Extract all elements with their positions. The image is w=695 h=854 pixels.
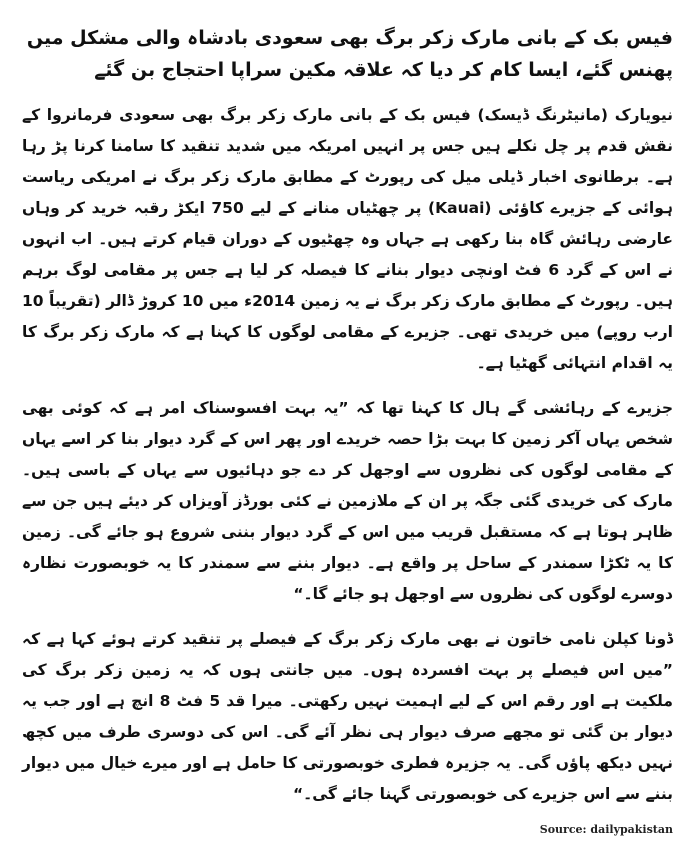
source-credit: Source: dailypakistan	[539, 823, 673, 836]
article-paragraph-1: نیویارک (مانیٹرنگ ڈیسک) فیس بک کے بانی مارک زکر برگ بھی سعودی فرمانروا کے نقش قدم پر چل نکلے ہیں جس پر انہیں امریکہ میں شدید تنقید کا سامنا کرنا پڑ رہا ہے۔ برطانوی اخبار ڈیلی میل کی رپورٹ کے مطابق مارک زکر برگ نے امریکی ریاست ہوائی کے جزیرے کاؤئی (Kauai) پر چھٹیاں منانے کے لیے 750 ایکڑ رقبہ خرید کر وہاں عارضی رہائش گاہ بنا رکھی ہے جہاں وہ چھٹیوں کے دوران قیام کرتے ہیں۔ اب انہوں نے اس کے گرد 6 فٹ اونچی دیوار بنانے کا فیصلہ کر لیا ہے جس پر مقامی لوگ برہم ہیں۔ رپورٹ کے مطابق مارک زکر برگ نے یہ زمین 2014ء میں 10 کروڑ ڈالر (تقریباً 10 ارب روپے) میں خریدی تھی۔ جزیرے کے مقامی لوگوں کا کہنا ہے کہ مارک زکر برگ کا یہ اقدام انتہائی گھٹیا ہے۔	[22, 106, 673, 372]
article-headline: فیس بک کے بانی مارک زکر برگ بھی سعودی بادشاہ والی مشکل میں پھنس گئے، ایسا کام کر دیا کہ علاقہ مکین سراپا احتجاج بن گئے	[26, 27, 673, 81]
article-paragraph-3: ڈونا کپلن نامی خاتون نے بھی مارک زکر برگ کے فیصلے پر تنقید کرتے ہوئے کہا ہے کہ ”میں اس فیصلے پر بہت افسردہ ہوں۔ میں جانتی ہوں کہ یہ زمین زکر برگ کی ملکیت ہے اور رقم اس کے لیے اہمیت نہیں رکھتی۔ میرا قد 5 فٹ 8 انچ ہے اور جب یہ دیوار بن گئی تو مجھے صرف دیوار ہی نظر آئے گی۔ اس کی دوسری طرف میں کچھ نہیں دیکھ پاؤں گی۔ یہ جزیرہ فطری خوبصورتی کا حامل ہے اور میرے خیال میں دیوار بننے سے اس جزیرے کی خوبصورتی گہنا جائے گی۔“	[22, 630, 673, 803]
article-paragraph-2: جزیرے کے رہائشی گے ہال کا کہنا تھا کہ ”یہ بہت افسوسناک امر ہے کہ کوئی بھی شخص یہاں آکر زمین کا بہت بڑا حصہ خریدے اور پھر اس کے گرد دیوار بنا کر اسے یہاں کے مقامی لوگوں کی نظروں سے اوجھل کر دے جو دہائیوں سے یہاں کے باسی ہیں۔ مارک کی خریدی گئی جگہ پر ان کے ملازمین نے کئی بورڈز آویزاں کر دیئے ہیں جن سے ظاہر ہوتا ہے کہ مستقبل قریب میں اس کے گرد دیوار بننی شروع ہو جائے گی۔ زمین کا یہ ٹکڑا سمندر کے ساحل پر واقع ہے۔ دیوار بننے سے سمندر کا یہ خوبصورت نظارہ دوسرے لوگوں کی نظروں سے اوجھل ہو جائے گا۔“	[22, 399, 673, 603]
